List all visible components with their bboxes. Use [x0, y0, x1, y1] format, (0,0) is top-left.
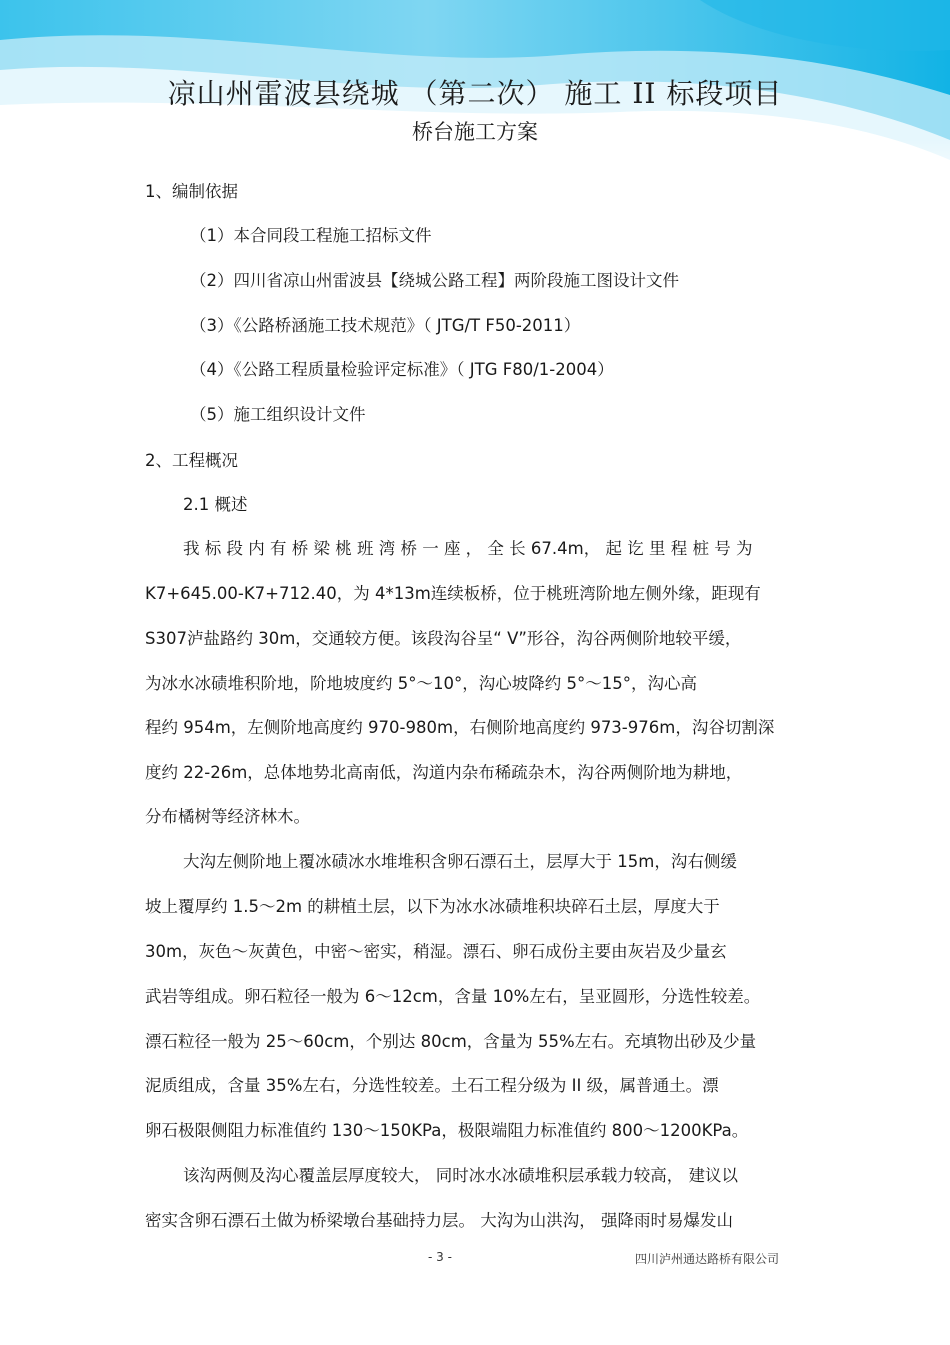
document-subtitle: 桥台施工方案 — [412, 120, 538, 144]
paragraph-line: 漂石粒径一般为 25～60cm，个别达 80cm，含量为 55%左右。充填物出砂及少量 — [145, 1032, 757, 1051]
paragraph-line: 为冰水冰碛堆积阶地，阶地坡度约 5°～10°，沟心坡降约 5°～15°，沟心高 — [145, 674, 697, 693]
paragraph-line: 卵石极限侧阻力标准值约 130～150KPa，极限端阻力标准值约 800～1200KPa。 — [145, 1121, 749, 1140]
document-title: 凉山州雷波县绕城 （第二次） 施工 II 标段项目 — [167, 77, 783, 110]
basis-item: （4）《公路工程质量检验评定标准》（ JTG F80/1-2004） — [190, 360, 614, 379]
paragraph-line: 我 标 段 内 有 桥 梁 桃 班 湾 桥 一 座 ， 全 长 67.4m， 起 讫 里 程 桩 号 为 — [183, 539, 753, 558]
basis-item: （5）施工组织设计文件 — [190, 405, 366, 424]
section-heading-overview: 2、工程概况 — [145, 451, 238, 470]
paragraph-line: 大沟左侧阶地上覆冰碛冰水堆堆积含卵石漂石土，层厚大于 15m，沟右侧缓 — [183, 852, 737, 871]
paragraph-line: 密实含卵石漂石土做为桥梁墩台基础持力层。 大沟为山洪沟， 强降雨时易爆发山 — [145, 1211, 733, 1230]
paragraph-line: K7+645.00-K7+712.40，为 4*13m连续板桥，位于桃班湾阶地左侧外缘，距现有 — [145, 584, 761, 603]
basis-item: （1）本合同段工程施工招标文件 — [190, 226, 432, 245]
paragraph-line: 泥质组成，含量 35%左右，分选性较差。土石工程分级为 II 级，属普通土。漂 — [145, 1076, 719, 1095]
paragraph-line: 30m，灰色～灰黄色，中密～密实，稍湿。漂石、卵石成份主要由灰岩及少量玄 — [145, 942, 727, 961]
paragraph-line: 该沟两侧及沟心覆盖层厚度较大， 同时冰水冰碛堆积层承载力较高， 建议以 — [183, 1166, 738, 1185]
section-heading-basis: 1、编制依据 — [145, 182, 238, 201]
page-number: - 3 - — [428, 1250, 452, 1264]
paragraph-line: 度约 22-26m，总体地势北高南低，沟道内杂布稀疏杂木，沟谷两侧阶地为耕地， — [145, 763, 743, 782]
paragraph-line: 武岩等组成。卵石粒径一般为 6～12cm，含量 10%左右，呈亚圆形，分选性较差。 — [145, 987, 761, 1006]
basis-item: （2）四川省凉山州雷波县【绕城公路工程】两阶段施工图设计文件 — [190, 271, 679, 290]
paragraph-line: 坡上覆厚约 1.5～2m 的耕植土层，以下为冰水冰碛堆积块碎石土层，厚度大于 — [145, 897, 720, 916]
paragraph-line: 分布橘树等经济林木。 — [145, 807, 310, 826]
paragraph-line: S307泸盐路约 30m，交通较方便。该段沟谷呈“ V”形谷，沟谷两侧阶地较平缓， — [145, 629, 742, 648]
subsection-heading: 2.1 概述 — [183, 495, 248, 514]
paragraph-line: 程约 954m，左侧阶地高度约 970-980m，右侧阶地高度约 973-976m，沟谷切割深 — [145, 718, 775, 737]
basis-item: （3）《公路桥涵施工技术规范》（ JTG/T F50-2011） — [190, 316, 581, 335]
company-name: 四川泸州通达路桥有限公司 — [635, 1252, 780, 1266]
